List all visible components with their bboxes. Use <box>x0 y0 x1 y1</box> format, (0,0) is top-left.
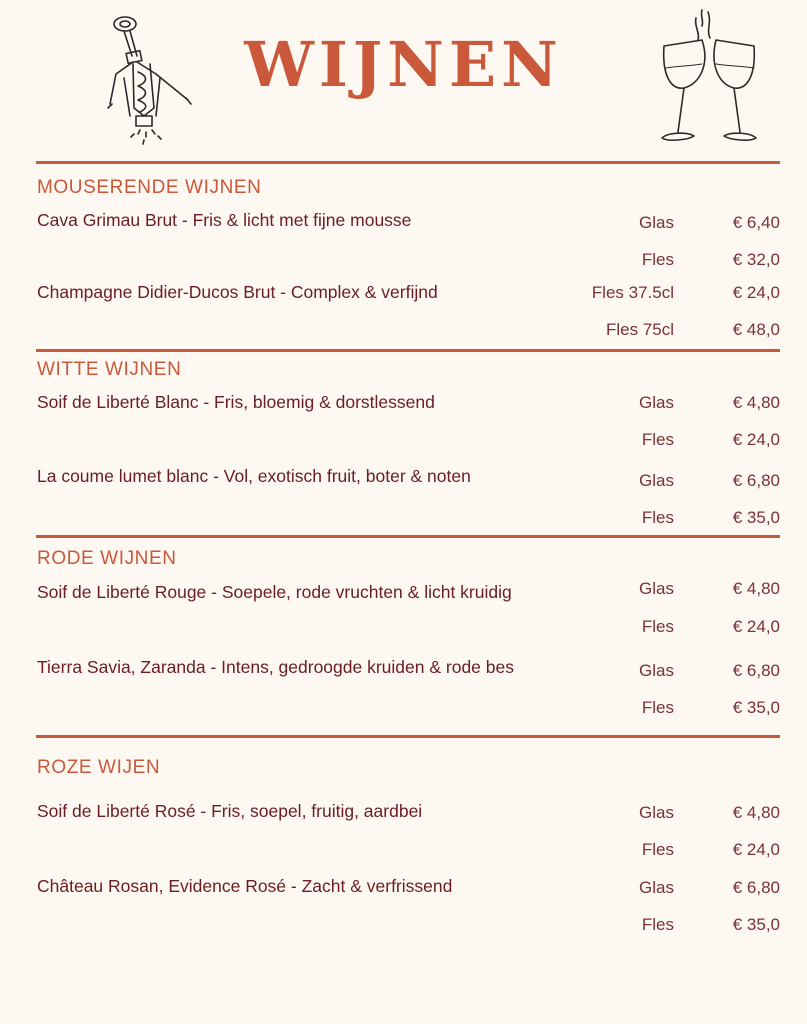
price-unit: Fles 75cl <box>605 320 674 339</box>
price-value: € 6,40 <box>732 213 780 232</box>
wine-name: Soif de Liberté Rouge - Soepele, rode vruchten & licht kruidig <box>37 582 512 602</box>
price-unit: Fles <box>641 840 674 859</box>
wine-name: La coume lumet blanc - Vol, exotisch fruit, boter & noten <box>37 466 471 486</box>
price-unit: Fles <box>641 698 674 717</box>
price-value: € 35,0 <box>732 698 780 717</box>
price-value: € 24,0 <box>732 430 780 449</box>
price-value: € 24,0 <box>732 840 780 859</box>
price-unit: Glas <box>639 878 674 897</box>
price-value: € 48,0 <box>732 320 780 339</box>
price-value: € 24,0 <box>732 617 780 636</box>
section-divider <box>36 349 780 352</box>
price-value: € 4,80 <box>732 393 780 412</box>
price-unit: Glas <box>639 393 674 412</box>
price-value: € 24,0 <box>732 283 780 302</box>
price-unit: Glas <box>639 579 674 598</box>
wine-name: Cava Grimau Brut - Fris & licht met fijne mousse <box>37 210 412 230</box>
page-title: WIJNEN <box>244 28 563 101</box>
price-value: € 6,80 <box>732 471 780 490</box>
price-value: € 6,80 <box>732 661 780 680</box>
price-unit: Fles <box>641 250 674 269</box>
wine-name: Soif de Liberté Rosé - Fris, soepel, fruitig, aardbei <box>37 801 423 821</box>
price-unit: Glas <box>639 471 674 490</box>
price-unit: Fles <box>641 915 674 934</box>
price-value: € 4,80 <box>732 579 780 598</box>
section-divider <box>36 735 780 738</box>
wine-name: Château Rosan, Evidence Rosé - Zacht & verfrissend <box>37 876 453 896</box>
section-divider <box>36 161 780 164</box>
price-value: € 6,80 <box>732 878 780 897</box>
price-value: € 4,80 <box>732 803 780 822</box>
price-value: € 32,0 <box>732 250 780 269</box>
section-heading-roze: ROZE WIJEN <box>37 757 161 778</box>
price-value: € 35,0 <box>732 508 780 527</box>
wine-name: Tierra Savia, Zaranda - Intens, gedroogde kruiden & rode bes <box>37 657 514 677</box>
price-unit: Fles 37.5cl <box>591 283 674 302</box>
wine-name: Soif de Liberté Blanc - Fris, bloemig & dorstlessend <box>37 392 435 412</box>
section-heading-mousserende: MOUSERENDE WIJNEN <box>37 177 262 198</box>
price-unit: Glas <box>639 803 674 822</box>
section-heading-witte: WITTE WIJNEN <box>37 359 182 380</box>
section-heading-rode: RODE WIJNEN <box>37 548 177 569</box>
price-value: € 35,0 <box>732 915 780 934</box>
price-unit: Fles <box>641 430 674 449</box>
wine-name: Champagne Didier-Ducos Brut - Complex & verfijnd <box>37 282 438 302</box>
price-unit: Fles <box>641 617 674 636</box>
price-unit: Glas <box>639 661 674 680</box>
price-unit: Glas <box>639 213 674 232</box>
section-divider <box>36 535 780 538</box>
price-unit: Fles <box>641 508 674 527</box>
